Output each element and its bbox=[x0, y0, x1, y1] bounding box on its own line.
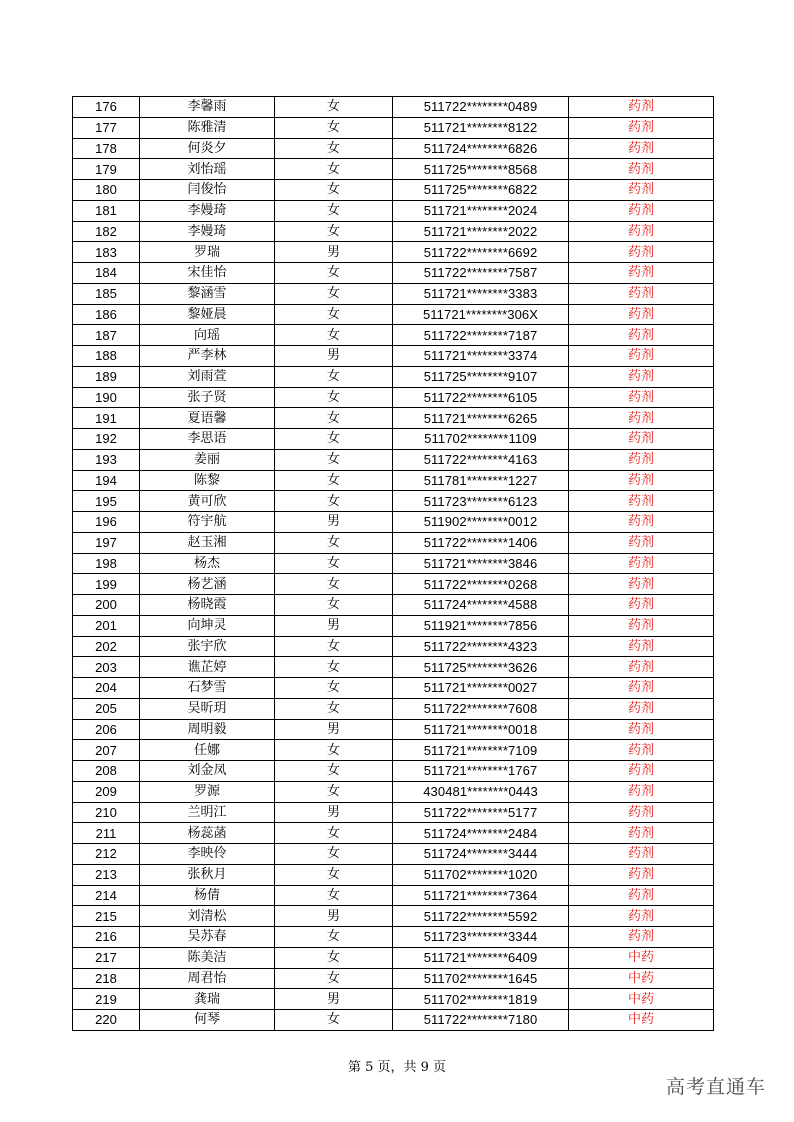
id-number-cell: 511724********3444 bbox=[393, 844, 569, 865]
table-row bbox=[73, 263, 714, 284]
student-name-cell: 黎涵雪 bbox=[140, 283, 275, 304]
major-cell: 药剂 bbox=[569, 366, 714, 387]
id-number-cell: 511721********2022 bbox=[393, 221, 569, 242]
major-cell: 药剂 bbox=[569, 263, 714, 284]
major-cell: 中药 bbox=[569, 947, 714, 968]
table-row bbox=[73, 657, 714, 678]
student-name-cell: 张秋月 bbox=[140, 864, 275, 885]
table-row bbox=[73, 636, 714, 657]
table-row bbox=[73, 927, 714, 948]
id-number-cell: 511721********8122 bbox=[393, 117, 569, 138]
id-number-cell: 511723********6123 bbox=[393, 491, 569, 512]
row-number-cell: 192 bbox=[73, 429, 140, 450]
id-number-cell: 511702********1819 bbox=[393, 989, 569, 1010]
major-cell: 药剂 bbox=[569, 117, 714, 138]
row-number-cell: 194 bbox=[73, 470, 140, 491]
gender-cell: 女 bbox=[275, 221, 393, 242]
student-name-cell: 夏语馨 bbox=[140, 408, 275, 429]
major-cell: 药剂 bbox=[569, 387, 714, 408]
row-number-cell: 218 bbox=[73, 968, 140, 989]
table-row bbox=[73, 947, 714, 968]
row-number-cell: 190 bbox=[73, 387, 140, 408]
major-cell: 药剂 bbox=[569, 470, 714, 491]
student-name-cell: 刘金凤 bbox=[140, 761, 275, 782]
row-number-cell: 205 bbox=[73, 698, 140, 719]
row-number-cell: 182 bbox=[73, 221, 140, 242]
major-cell: 药剂 bbox=[569, 595, 714, 616]
major-cell: 药剂 bbox=[569, 678, 714, 699]
student-name-cell: 刘怡瑶 bbox=[140, 159, 275, 180]
roster-table bbox=[72, 96, 714, 1031]
row-number-cell: 185 bbox=[73, 283, 140, 304]
table-row bbox=[73, 242, 714, 263]
id-number-cell: 511724********4588 bbox=[393, 595, 569, 616]
gender-cell: 女 bbox=[275, 283, 393, 304]
student-name-cell: 谯芷婷 bbox=[140, 657, 275, 678]
student-name-cell: 赵玉湘 bbox=[140, 532, 275, 553]
major-cell: 药剂 bbox=[569, 864, 714, 885]
table-row bbox=[73, 283, 714, 304]
row-number-cell: 217 bbox=[73, 947, 140, 968]
id-number-cell: 511702********1645 bbox=[393, 968, 569, 989]
table-row bbox=[73, 823, 714, 844]
id-number-cell: 511721********1767 bbox=[393, 761, 569, 782]
major-cell: 药剂 bbox=[569, 97, 714, 118]
gender-cell: 女 bbox=[275, 927, 393, 948]
id-number-cell: 511722********0489 bbox=[393, 97, 569, 118]
row-number-cell: 204 bbox=[73, 678, 140, 699]
id-number-cell: 511781********1227 bbox=[393, 470, 569, 491]
gender-cell: 女 bbox=[275, 947, 393, 968]
gender-cell: 女 bbox=[275, 429, 393, 450]
major-cell: 药剂 bbox=[569, 615, 714, 636]
student-name-cell: 何琴 bbox=[140, 1010, 275, 1031]
gender-cell: 女 bbox=[275, 366, 393, 387]
gender-cell: 女 bbox=[275, 698, 393, 719]
student-name-cell: 杨杰 bbox=[140, 553, 275, 574]
gender-cell: 女 bbox=[275, 449, 393, 470]
table-row bbox=[73, 138, 714, 159]
row-number-cell: 181 bbox=[73, 200, 140, 221]
major-cell: 药剂 bbox=[569, 512, 714, 533]
row-number-cell: 196 bbox=[73, 512, 140, 533]
id-number-cell: 511722********0268 bbox=[393, 574, 569, 595]
table-row bbox=[73, 781, 714, 802]
row-number-cell: 212 bbox=[73, 844, 140, 865]
gender-cell: 男 bbox=[275, 802, 393, 823]
gender-cell: 女 bbox=[275, 325, 393, 346]
student-name-cell: 陈美洁 bbox=[140, 947, 275, 968]
table-row bbox=[73, 304, 714, 325]
id-number-cell: 511725********6822 bbox=[393, 180, 569, 201]
gender-cell: 女 bbox=[275, 180, 393, 201]
major-cell: 药剂 bbox=[569, 346, 714, 367]
table-row bbox=[73, 678, 714, 699]
row-number-cell: 201 bbox=[73, 615, 140, 636]
table-row bbox=[73, 408, 714, 429]
major-cell: 药剂 bbox=[569, 180, 714, 201]
id-number-cell: 511725********3626 bbox=[393, 657, 569, 678]
major-cell: 药剂 bbox=[569, 159, 714, 180]
id-number-cell: 511722********7587 bbox=[393, 263, 569, 284]
row-number-cell: 209 bbox=[73, 781, 140, 802]
major-cell: 药剂 bbox=[569, 823, 714, 844]
student-name-cell: 李映伶 bbox=[140, 844, 275, 865]
table-row bbox=[73, 346, 714, 367]
major-cell: 药剂 bbox=[569, 657, 714, 678]
student-name-cell: 刘雨萱 bbox=[140, 366, 275, 387]
table-row bbox=[73, 761, 714, 782]
major-cell: 药剂 bbox=[569, 221, 714, 242]
student-name-cell: 宋佳怡 bbox=[140, 263, 275, 284]
major-cell: 药剂 bbox=[569, 636, 714, 657]
table-row bbox=[73, 553, 714, 574]
major-cell: 药剂 bbox=[569, 740, 714, 761]
row-number-cell: 186 bbox=[73, 304, 140, 325]
id-number-cell: 511721********3374 bbox=[393, 346, 569, 367]
table-row bbox=[73, 595, 714, 616]
table-row bbox=[73, 698, 714, 719]
id-number-cell: 511722********5177 bbox=[393, 802, 569, 823]
major-cell: 药剂 bbox=[569, 408, 714, 429]
gender-cell: 女 bbox=[275, 636, 393, 657]
row-number-cell: 183 bbox=[73, 242, 140, 263]
student-name-cell: 李嫚琦 bbox=[140, 221, 275, 242]
id-number-cell: 511724********6826 bbox=[393, 138, 569, 159]
major-cell: 药剂 bbox=[569, 449, 714, 470]
table-row bbox=[73, 864, 714, 885]
major-cell: 药剂 bbox=[569, 491, 714, 512]
id-number-cell: 430481********0443 bbox=[393, 781, 569, 802]
row-number-cell: 219 bbox=[73, 989, 140, 1010]
gender-cell: 女 bbox=[275, 1010, 393, 1031]
gender-cell: 女 bbox=[275, 844, 393, 865]
table-row bbox=[73, 574, 714, 595]
id-number-cell: 511725********9107 bbox=[393, 366, 569, 387]
row-number-cell: 210 bbox=[73, 802, 140, 823]
student-name-cell: 杨艺涵 bbox=[140, 574, 275, 595]
table-row bbox=[73, 885, 714, 906]
major-cell: 药剂 bbox=[569, 844, 714, 865]
row-number-cell: 184 bbox=[73, 263, 140, 284]
row-number-cell: 203 bbox=[73, 657, 140, 678]
student-name-cell: 任娜 bbox=[140, 740, 275, 761]
gender-cell: 女 bbox=[275, 678, 393, 699]
major-cell: 药剂 bbox=[569, 761, 714, 782]
id-number-cell: 511902********0012 bbox=[393, 512, 569, 533]
student-name-cell: 周君怡 bbox=[140, 968, 275, 989]
student-name-cell: 黎娅晨 bbox=[140, 304, 275, 325]
gender-cell: 女 bbox=[275, 117, 393, 138]
student-name-cell: 李嫚琦 bbox=[140, 200, 275, 221]
row-number-cell: 191 bbox=[73, 408, 140, 429]
table-row bbox=[73, 844, 714, 865]
id-number-cell: 511723********3344 bbox=[393, 927, 569, 948]
table-row bbox=[73, 1010, 714, 1031]
gender-cell: 男 bbox=[275, 512, 393, 533]
table-row bbox=[73, 470, 714, 491]
row-number-cell: 215 bbox=[73, 906, 140, 927]
row-number-cell: 214 bbox=[73, 885, 140, 906]
table-row bbox=[73, 159, 714, 180]
row-number-cell: 188 bbox=[73, 346, 140, 367]
table-row bbox=[73, 719, 714, 740]
major-cell: 药剂 bbox=[569, 138, 714, 159]
major-cell: 药剂 bbox=[569, 802, 714, 823]
student-name-cell: 吴苏春 bbox=[140, 927, 275, 948]
id-number-cell: 511722********1406 bbox=[393, 532, 569, 553]
student-name-cell: 张子贤 bbox=[140, 387, 275, 408]
id-number-cell: 511721********7109 bbox=[393, 740, 569, 761]
table-row bbox=[73, 221, 714, 242]
gender-cell: 女 bbox=[275, 387, 393, 408]
id-number-cell: 511721********6265 bbox=[393, 408, 569, 429]
major-cell: 药剂 bbox=[569, 885, 714, 906]
gender-cell: 女 bbox=[275, 304, 393, 325]
student-name-cell: 符宇航 bbox=[140, 512, 275, 533]
student-name-cell: 闫俊怡 bbox=[140, 180, 275, 201]
gender-cell: 女 bbox=[275, 781, 393, 802]
row-number-cell: 213 bbox=[73, 864, 140, 885]
gender-cell: 女 bbox=[275, 138, 393, 159]
student-name-cell: 罗瑞 bbox=[140, 242, 275, 263]
major-cell: 药剂 bbox=[569, 283, 714, 304]
student-name-cell: 姜丽 bbox=[140, 449, 275, 470]
gender-cell: 男 bbox=[275, 346, 393, 367]
row-number-cell: 202 bbox=[73, 636, 140, 657]
row-number-cell: 179 bbox=[73, 159, 140, 180]
table-row bbox=[73, 512, 714, 533]
id-number-cell: 511702********1020 bbox=[393, 864, 569, 885]
student-name-cell: 李馨雨 bbox=[140, 97, 275, 118]
gender-cell: 女 bbox=[275, 823, 393, 844]
gender-cell: 女 bbox=[275, 553, 393, 574]
page-footer: 第 5 页，共 9 页 bbox=[347, 1060, 447, 1075]
gender-cell: 女 bbox=[275, 200, 393, 221]
id-number-cell: 511722********7608 bbox=[393, 698, 569, 719]
major-cell: 药剂 bbox=[569, 532, 714, 553]
student-name-cell: 陈黎 bbox=[140, 470, 275, 491]
row-number-cell: 199 bbox=[73, 574, 140, 595]
gender-cell: 女 bbox=[275, 885, 393, 906]
gender-cell: 女 bbox=[275, 491, 393, 512]
major-cell: 药剂 bbox=[569, 200, 714, 221]
row-number-cell: 197 bbox=[73, 532, 140, 553]
student-name-cell: 杨蕊菡 bbox=[140, 823, 275, 844]
student-name-cell: 何炎夕 bbox=[140, 138, 275, 159]
table-row bbox=[73, 802, 714, 823]
row-number-cell: 216 bbox=[73, 927, 140, 948]
major-cell: 药剂 bbox=[569, 574, 714, 595]
id-number-cell: 511721********7364 bbox=[393, 885, 569, 906]
id-number-cell: 511721********0027 bbox=[393, 678, 569, 699]
row-number-cell: 178 bbox=[73, 138, 140, 159]
student-name-cell: 杨晓霞 bbox=[140, 595, 275, 616]
row-number-cell: 180 bbox=[73, 180, 140, 201]
student-name-cell: 陈雅清 bbox=[140, 117, 275, 138]
gender-cell: 男 bbox=[275, 906, 393, 927]
student-name-cell: 黄可欣 bbox=[140, 491, 275, 512]
student-name-cell: 龚瑞 bbox=[140, 989, 275, 1010]
row-number-cell: 189 bbox=[73, 366, 140, 387]
table-row bbox=[73, 740, 714, 761]
gender-cell: 女 bbox=[275, 574, 393, 595]
gender-cell: 男 bbox=[275, 989, 393, 1010]
student-name-cell: 罗源 bbox=[140, 781, 275, 802]
student-name-cell: 周明毅 bbox=[140, 719, 275, 740]
table-row bbox=[73, 532, 714, 553]
id-number-cell: 511721********0018 bbox=[393, 719, 569, 740]
row-number-cell: 195 bbox=[73, 491, 140, 512]
id-number-cell: 511721********3846 bbox=[393, 553, 569, 574]
student-name-cell: 杨倩 bbox=[140, 885, 275, 906]
watermark-text: 高考直通车 bbox=[665, 1076, 766, 1098]
table-row bbox=[73, 989, 714, 1010]
table-row bbox=[73, 180, 714, 201]
gender-cell: 女 bbox=[275, 97, 393, 118]
id-number-cell: 511722********6105 bbox=[393, 387, 569, 408]
id-number-cell: 511722********5592 bbox=[393, 906, 569, 927]
student-name-cell: 李思语 bbox=[140, 429, 275, 450]
major-cell: 药剂 bbox=[569, 906, 714, 927]
row-number-cell: 193 bbox=[73, 449, 140, 470]
row-number-cell: 200 bbox=[73, 595, 140, 616]
row-number-cell: 198 bbox=[73, 553, 140, 574]
table-row bbox=[73, 449, 714, 470]
gender-cell: 女 bbox=[275, 657, 393, 678]
id-number-cell: 511921********7856 bbox=[393, 615, 569, 636]
id-number-cell: 511722********7180 bbox=[393, 1010, 569, 1031]
table-row bbox=[73, 200, 714, 221]
table-row bbox=[73, 491, 714, 512]
table-row bbox=[73, 366, 714, 387]
gender-cell: 女 bbox=[275, 761, 393, 782]
student-name-cell: 向坤灵 bbox=[140, 615, 275, 636]
id-number-cell: 511722********4163 bbox=[393, 449, 569, 470]
major-cell: 药剂 bbox=[569, 698, 714, 719]
gender-cell: 女 bbox=[275, 408, 393, 429]
student-name-cell: 吴昕玥 bbox=[140, 698, 275, 719]
student-name-cell: 石梦雪 bbox=[140, 678, 275, 699]
id-number-cell: 511725********8568 bbox=[393, 159, 569, 180]
id-number-cell: 511722********6692 bbox=[393, 242, 569, 263]
table-row bbox=[73, 615, 714, 636]
gender-cell: 男 bbox=[275, 719, 393, 740]
major-cell: 药剂 bbox=[569, 304, 714, 325]
row-number-cell: 211 bbox=[73, 823, 140, 844]
id-number-cell: 511721********3383 bbox=[393, 283, 569, 304]
gender-cell: 女 bbox=[275, 263, 393, 284]
table-row bbox=[73, 906, 714, 927]
major-cell: 中药 bbox=[569, 1010, 714, 1031]
gender-cell: 男 bbox=[275, 242, 393, 263]
table-row bbox=[73, 97, 714, 118]
major-cell: 药剂 bbox=[569, 719, 714, 740]
major-cell: 中药 bbox=[569, 968, 714, 989]
student-name-cell: 严李林 bbox=[140, 346, 275, 367]
id-number-cell: 511721********306X bbox=[393, 304, 569, 325]
student-name-cell: 张宇欣 bbox=[140, 636, 275, 657]
row-number-cell: 206 bbox=[73, 719, 140, 740]
student-name-cell: 兰明江 bbox=[140, 802, 275, 823]
row-number-cell: 220 bbox=[73, 1010, 140, 1031]
id-number-cell: 511702********1109 bbox=[393, 429, 569, 450]
id-number-cell: 511721********2024 bbox=[393, 200, 569, 221]
table-row bbox=[73, 325, 714, 346]
gender-cell: 女 bbox=[275, 740, 393, 761]
gender-cell: 女 bbox=[275, 968, 393, 989]
gender-cell: 女 bbox=[275, 470, 393, 491]
major-cell: 中药 bbox=[569, 989, 714, 1010]
table-row bbox=[73, 387, 714, 408]
student-name-cell: 刘清松 bbox=[140, 906, 275, 927]
id-number-cell: 511724********2484 bbox=[393, 823, 569, 844]
major-cell: 药剂 bbox=[569, 242, 714, 263]
major-cell: 药剂 bbox=[569, 429, 714, 450]
table-row bbox=[73, 117, 714, 138]
id-number-cell: 511721********6409 bbox=[393, 947, 569, 968]
row-number-cell: 208 bbox=[73, 761, 140, 782]
table-row bbox=[73, 968, 714, 989]
major-cell: 药剂 bbox=[569, 927, 714, 948]
id-number-cell: 511722********7187 bbox=[393, 325, 569, 346]
row-number-cell: 176 bbox=[73, 97, 140, 118]
row-number-cell: 207 bbox=[73, 740, 140, 761]
gender-cell: 女 bbox=[275, 864, 393, 885]
row-number-cell: 187 bbox=[73, 325, 140, 346]
gender-cell: 女 bbox=[275, 159, 393, 180]
gender-cell: 女 bbox=[275, 532, 393, 553]
id-number-cell: 511722********4323 bbox=[393, 636, 569, 657]
row-number-cell: 177 bbox=[73, 117, 140, 138]
table-row bbox=[73, 429, 714, 450]
student-name-cell: 向瑶 bbox=[140, 325, 275, 346]
roster-table-body bbox=[73, 97, 714, 1031]
major-cell: 药剂 bbox=[569, 553, 714, 574]
gender-cell: 男 bbox=[275, 615, 393, 636]
major-cell: 药剂 bbox=[569, 325, 714, 346]
major-cell: 药剂 bbox=[569, 781, 714, 802]
gender-cell: 女 bbox=[275, 595, 393, 616]
